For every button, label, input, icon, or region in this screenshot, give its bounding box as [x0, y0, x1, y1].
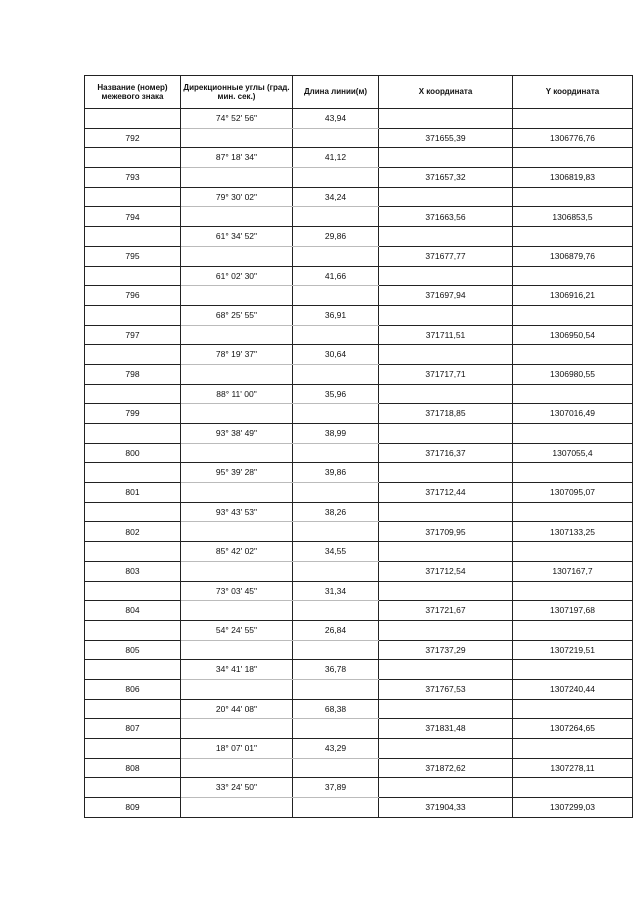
marker-name: 794 [85, 207, 181, 227]
line-length-empty [293, 758, 379, 778]
marker-name: 809 [85, 798, 181, 818]
y-coordinate-empty [513, 463, 633, 483]
x-coordinate: 371663,56 [379, 207, 513, 227]
line-length: 26,84 [293, 620, 379, 640]
y-coordinate-empty [513, 778, 633, 798]
y-coordinate: 1306916,21 [513, 286, 633, 306]
direction-angle: 20° 44' 08" [181, 699, 293, 719]
direction-angle-empty [181, 719, 293, 739]
marker-name-empty [85, 305, 181, 325]
y-coordinate-empty [513, 384, 633, 404]
table-row-point [85, 325, 633, 345]
line-length-empty [293, 246, 379, 266]
marker-name-empty [85, 424, 181, 444]
marker-name: 806 [85, 679, 181, 699]
table-row-segment [85, 581, 633, 601]
direction-angle: 61° 34' 52" [181, 227, 293, 247]
x-coordinate-empty [379, 660, 513, 680]
y-coordinate: 1306853,5 [513, 207, 633, 227]
marker-name: 805 [85, 640, 181, 660]
x-coordinate: 371711,51 [379, 325, 513, 345]
line-length-empty [293, 364, 379, 384]
direction-angle: 87° 18' 34" [181, 148, 293, 168]
y-coordinate: 1306776,76 [513, 128, 633, 148]
marker-name: 801 [85, 483, 181, 503]
y-coordinate-empty [513, 266, 633, 286]
y-coordinate-empty [513, 345, 633, 365]
header-direction-angle: Дирекционные углы (град. мин. сек.) [181, 76, 293, 109]
table-row-segment [85, 305, 633, 325]
table-header-row [85, 76, 633, 109]
table-row-segment [85, 778, 633, 798]
direction-angle: 93° 43' 53" [181, 502, 293, 522]
x-coordinate: 371655,39 [379, 128, 513, 148]
table-row-point [85, 168, 633, 188]
table-row-point [85, 364, 633, 384]
x-coordinate: 371904,33 [379, 798, 513, 818]
direction-angle-empty [181, 443, 293, 463]
y-coordinate: 1307095,07 [513, 483, 633, 503]
direction-angle-empty [181, 128, 293, 148]
table-row-segment [85, 699, 633, 719]
x-coordinate: 371767,53 [379, 679, 513, 699]
direction-angle-empty [181, 246, 293, 266]
x-coordinate: 371657,32 [379, 168, 513, 188]
table-row-segment [85, 620, 633, 640]
direction-angle-empty [181, 601, 293, 621]
direction-angle: 79° 30' 02" [181, 187, 293, 207]
x-coordinate: 371697,94 [379, 286, 513, 306]
line-length: 29,86 [293, 227, 379, 247]
marker-name-empty [85, 739, 181, 759]
table-row-point [85, 404, 633, 424]
line-length: 38,99 [293, 424, 379, 444]
direction-angle-empty [181, 758, 293, 778]
x-coordinate: 371717,71 [379, 364, 513, 384]
table-row-segment [85, 109, 633, 129]
direction-angle-empty [181, 207, 293, 227]
direction-angle: 88° 11' 00" [181, 384, 293, 404]
line-length: 39,86 [293, 463, 379, 483]
direction-angle: 78° 19' 37" [181, 345, 293, 365]
table-row-point [85, 286, 633, 306]
direction-angle-empty [181, 325, 293, 345]
line-length: 30,64 [293, 345, 379, 365]
table-row-point [85, 798, 633, 818]
table-row-segment [85, 187, 633, 207]
header-line-length: Длина линии(м) [293, 76, 379, 109]
marker-name-empty [85, 227, 181, 247]
line-length-empty [293, 601, 379, 621]
marker-name-empty [85, 109, 181, 129]
line-length-empty [293, 640, 379, 660]
table-row-point [85, 719, 633, 739]
y-coordinate: 1306950,54 [513, 325, 633, 345]
x-coordinate-empty [379, 778, 513, 798]
table-row-segment [85, 345, 633, 365]
x-coordinate-empty [379, 384, 513, 404]
direction-angle-empty [181, 364, 293, 384]
line-length-empty [293, 404, 379, 424]
line-length-empty [293, 679, 379, 699]
direction-angle-empty [181, 404, 293, 424]
direction-angle: 68° 25' 55" [181, 305, 293, 325]
y-coordinate-empty [513, 424, 633, 444]
marker-name: 807 [85, 719, 181, 739]
direction-angle-empty [181, 640, 293, 660]
x-coordinate-empty [379, 187, 513, 207]
table-row-point [85, 640, 633, 660]
marker-name-empty [85, 502, 181, 522]
x-coordinate-empty [379, 148, 513, 168]
table-row-segment [85, 266, 633, 286]
direction-angle-empty [181, 679, 293, 699]
y-coordinate: 1307197,68 [513, 601, 633, 621]
marker-name: 795 [85, 246, 181, 266]
marker-name: 803 [85, 561, 181, 581]
marker-name: 793 [85, 168, 181, 188]
table-row-segment [85, 660, 633, 680]
direction-angle-empty [181, 522, 293, 542]
y-coordinate: 1307016,49 [513, 404, 633, 424]
line-length-empty [293, 561, 379, 581]
table-row-segment [85, 542, 633, 562]
direction-angle-empty [181, 168, 293, 188]
table-row-point [85, 601, 633, 621]
line-length: 43,29 [293, 739, 379, 759]
y-coordinate: 1306819,83 [513, 168, 633, 188]
y-coordinate-empty [513, 739, 633, 759]
line-length-empty [293, 798, 379, 818]
y-coordinate-empty [513, 187, 633, 207]
direction-angle-empty [181, 798, 293, 818]
y-coordinate-empty [513, 542, 633, 562]
x-coordinate-empty [379, 542, 513, 562]
direction-angle-empty [181, 483, 293, 503]
x-coordinate-empty [379, 109, 513, 129]
x-coordinate-empty [379, 305, 513, 325]
table-row-point [85, 246, 633, 266]
marker-name-empty [85, 266, 181, 286]
marker-name: 796 [85, 286, 181, 306]
line-length-empty [293, 719, 379, 739]
x-coordinate: 371709,95 [379, 522, 513, 542]
line-length: 34,24 [293, 187, 379, 207]
y-coordinate-empty [513, 109, 633, 129]
x-coordinate-empty [379, 345, 513, 365]
x-coordinate-empty [379, 502, 513, 522]
direction-angle: 34° 41' 18" [181, 660, 293, 680]
y-coordinate: 1307055,4 [513, 443, 633, 463]
x-coordinate: 371677,77 [379, 246, 513, 266]
header-y-coordinate: Y координата [513, 76, 633, 109]
direction-angle: 54° 24' 55" [181, 620, 293, 640]
line-length-empty [293, 522, 379, 542]
y-coordinate: 1307167,7 [513, 561, 633, 581]
x-coordinate-empty [379, 620, 513, 640]
direction-angle: 61° 02' 30" [181, 266, 293, 286]
x-coordinate-empty [379, 266, 513, 286]
direction-angle: 73° 03' 45" [181, 581, 293, 601]
x-coordinate: 371872,62 [379, 758, 513, 778]
y-coordinate-empty [513, 305, 633, 325]
table-row-segment [85, 739, 633, 759]
marker-name: 808 [85, 758, 181, 778]
y-coordinate: 1307240,44 [513, 679, 633, 699]
direction-angle: 74° 52' 56" [181, 109, 293, 129]
y-coordinate-empty [513, 148, 633, 168]
line-length: 36,91 [293, 305, 379, 325]
x-coordinate: 371721,67 [379, 601, 513, 621]
direction-angle: 93° 38' 49" [181, 424, 293, 444]
direction-angle: 95° 39' 28" [181, 463, 293, 483]
y-coordinate: 1307133,25 [513, 522, 633, 542]
y-coordinate-empty [513, 227, 633, 247]
table-row-point [85, 207, 633, 227]
marker-name-empty [85, 384, 181, 404]
direction-angle-empty [181, 561, 293, 581]
marker-name: 799 [85, 404, 181, 424]
marker-name-empty [85, 778, 181, 798]
marker-name: 804 [85, 601, 181, 621]
x-coordinate-empty [379, 227, 513, 247]
x-coordinate: 371718,85 [379, 404, 513, 424]
line-length-empty [293, 443, 379, 463]
table-row-point [85, 483, 633, 503]
x-coordinate: 371716,37 [379, 443, 513, 463]
line-length: 41,66 [293, 266, 379, 286]
x-coordinate: 371737,29 [379, 640, 513, 660]
y-coordinate: 1307264,65 [513, 719, 633, 739]
line-length-empty [293, 286, 379, 306]
marker-name-empty [85, 699, 181, 719]
line-length-empty [293, 483, 379, 503]
marker-name-empty [85, 148, 181, 168]
table-row-segment [85, 148, 633, 168]
line-length: 38,26 [293, 502, 379, 522]
table-body [85, 109, 633, 818]
marker-name-empty [85, 581, 181, 601]
y-coordinate: 1307299,03 [513, 798, 633, 818]
marker-name-empty [85, 660, 181, 680]
direction-angle: 18° 07' 01" [181, 739, 293, 759]
marker-name: 792 [85, 128, 181, 148]
direction-angle-empty [181, 286, 293, 306]
marker-name-empty [85, 542, 181, 562]
y-coordinate: 1306980,55 [513, 364, 633, 384]
table-row-point [85, 561, 633, 581]
direction-angle: 33° 24' 50" [181, 778, 293, 798]
header-marker-name: Название (номер) межевого знака [85, 76, 181, 109]
marker-name-empty [85, 463, 181, 483]
x-coordinate: 371712,44 [379, 483, 513, 503]
marker-name-empty [85, 187, 181, 207]
line-length-empty [293, 325, 379, 345]
table-row-point [85, 679, 633, 699]
marker-name: 802 [85, 522, 181, 542]
table-row-segment [85, 227, 633, 247]
y-coordinate: 1306879,76 [513, 246, 633, 266]
marker-name: 797 [85, 325, 181, 345]
table-row-segment [85, 502, 633, 522]
table-row-segment [85, 463, 633, 483]
table-row-segment [85, 384, 633, 404]
header-x-coordinate: Х координата [379, 76, 513, 109]
line-length: 34,55 [293, 542, 379, 562]
y-coordinate-empty [513, 581, 633, 601]
direction-angle: 85° 42' 02" [181, 542, 293, 562]
table-row-segment [85, 424, 633, 444]
line-length: 68,38 [293, 699, 379, 719]
marker-name: 800 [85, 443, 181, 463]
line-length: 41,12 [293, 148, 379, 168]
line-length: 37,89 [293, 778, 379, 798]
x-coordinate-empty [379, 739, 513, 759]
line-length-empty [293, 207, 379, 227]
y-coordinate-empty [513, 699, 633, 719]
marker-name-empty [85, 345, 181, 365]
boundary-coordinates-table [84, 75, 633, 818]
line-length-empty [293, 128, 379, 148]
table-row-point [85, 443, 633, 463]
table-row-point [85, 522, 633, 542]
line-length: 31,34 [293, 581, 379, 601]
table-row-point [85, 128, 633, 148]
x-coordinate: 371712,54 [379, 561, 513, 581]
x-coordinate-empty [379, 424, 513, 444]
x-coordinate: 371831,48 [379, 719, 513, 739]
line-length: 43,94 [293, 109, 379, 129]
line-length: 36,78 [293, 660, 379, 680]
y-coordinate-empty [513, 620, 633, 640]
y-coordinate: 1307278,11 [513, 758, 633, 778]
line-length-empty [293, 168, 379, 188]
x-coordinate-empty [379, 463, 513, 483]
y-coordinate: 1307219,51 [513, 640, 633, 660]
x-coordinate-empty [379, 699, 513, 719]
y-coordinate-empty [513, 660, 633, 680]
y-coordinate-empty [513, 502, 633, 522]
marker-name-empty [85, 620, 181, 640]
line-length: 35,96 [293, 384, 379, 404]
marker-name: 798 [85, 364, 181, 384]
x-coordinate-empty [379, 581, 513, 601]
table-row-point [85, 758, 633, 778]
